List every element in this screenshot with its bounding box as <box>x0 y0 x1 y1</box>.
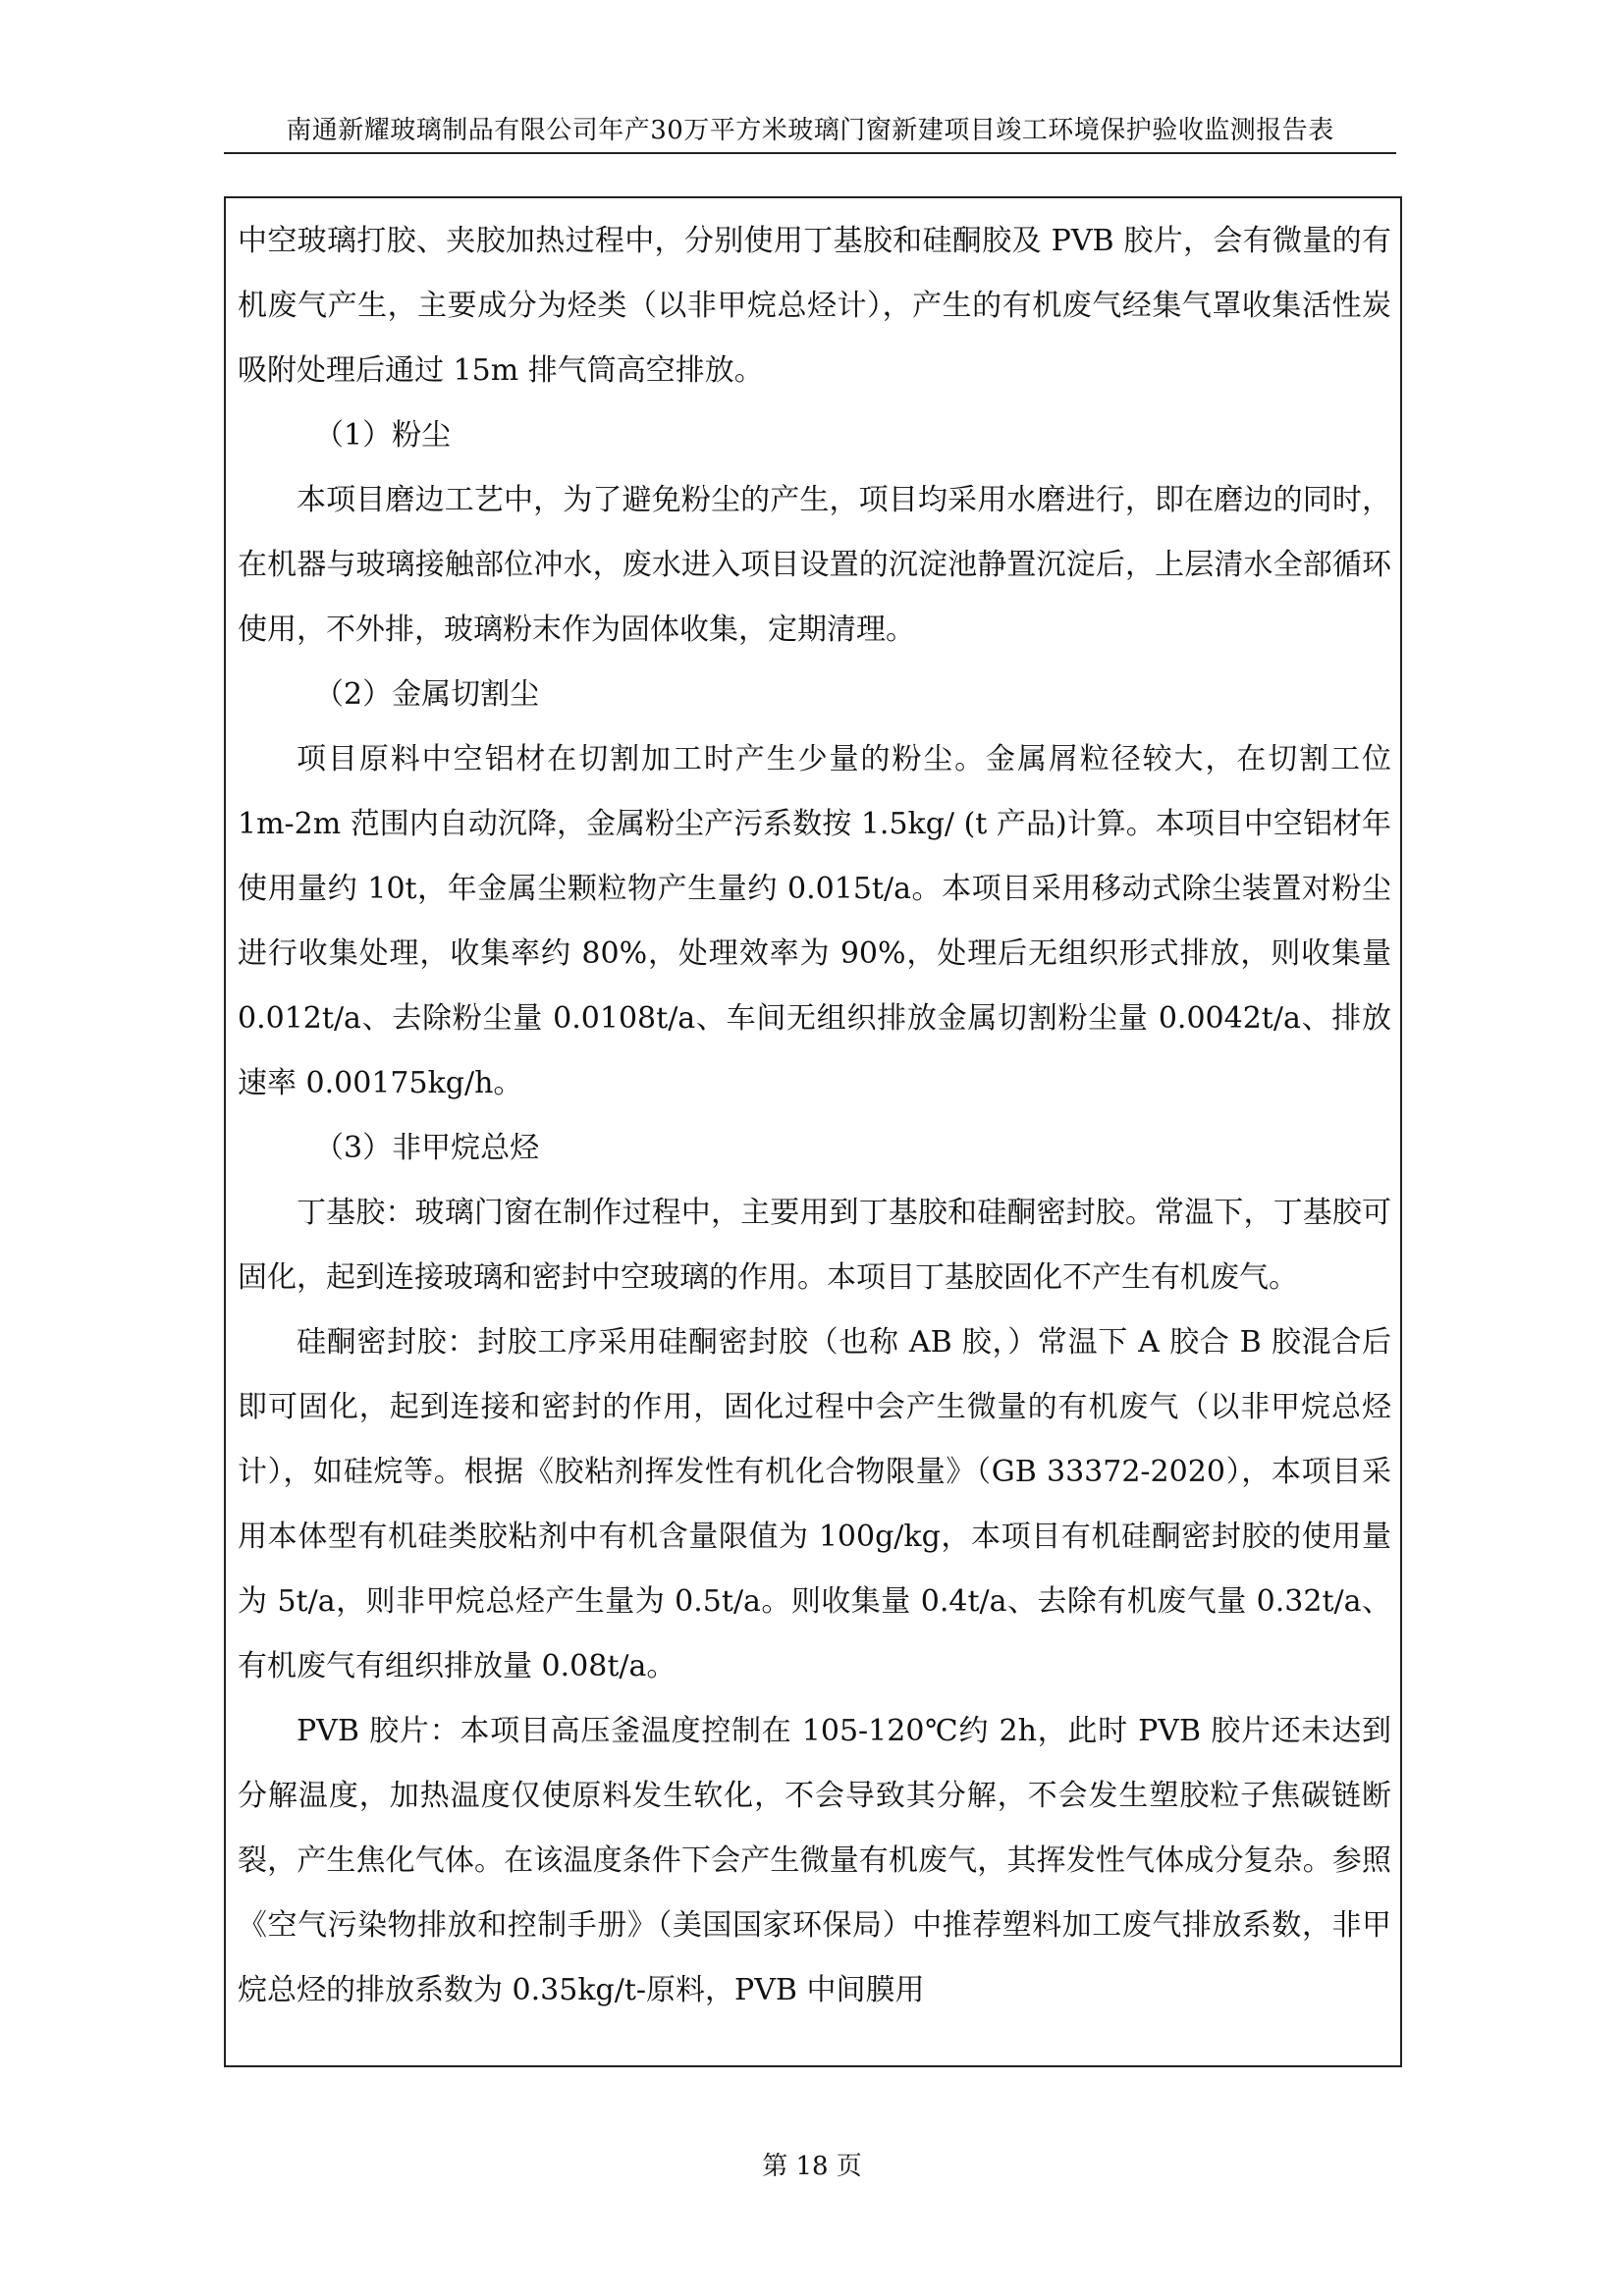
paragraph-dust: 本项目磨边工艺中，为了避免粉尘的产生，项目均采用水磨进行，即在磨边的同时，在机器与玻璃接触部位冲水，废水进入项目设置的沉淀池静置沉淀后，上层清水全部循环使用，不外排，玻璃粉末作为固体收集，定期清理。 <box>238 483 1391 647</box>
section-heading-metal-dust: （2）金属切割尘 <box>314 677 540 712</box>
paragraph-intro: 中空玻璃打胶、夹胶加热过程中，分别使用丁基胶和硅酮胶及 PVB 胶片，会有微量的有机废气产生，主要成分为烃类（以非甲烷总烃计），产生的有机废气经集气罩收集活性炭吸附处理后通过 15m 排气筒高空排放。 <box>238 224 1391 388</box>
section-heading-nmhc: （3）非甲烷总烃 <box>314 1131 540 1165</box>
report-body <box>238 209 1391 2023</box>
paragraph-butyl-glue: 丁基胶：玻璃门窗在制作过程中，主要用到丁基胶和硅酮密封胶。常温下，丁基胶可固化，起到连接玻璃和密封中空玻璃的作用。本项目丁基胶固化不产生有机废气。 <box>238 1196 1391 1295</box>
section-heading-dust: （1）粉尘 <box>314 418 452 453</box>
header-divider <box>224 152 1396 154</box>
report-header-title: 南通新耀玻璃制品有限公司年产30万平方米玻璃门窗新建项目竣工环境保护验收监测报告表 <box>286 116 1334 145</box>
page-number: 第 18 页 <box>762 2152 862 2181</box>
paragraph-metal-dust: 项目原料中空铝材在切割加工时产生少量的粉尘。金属屑粒径较大，在切割工位 1m-2m 范围内自动沉降，金属粉尘产污系数按 1.5kg/ (t 产品)计算。本项目中空铝材年使用量约 10t，年金属尘颗粒物产生量约 0.015t/a。本项目采用移动式除尘装置对粉尘进行收集处理，收集率约 80%，处理效率为 90%，处理后无组织形式排放，则收集量 0.012t/a、去除粉尘量 0.0108t/a、车间无组织排放金属切割粉尘量 0.0042t/a、排放速率 0.00175kg/h。 <box>238 742 1391 1100</box>
paragraph-silicone-sealant: 硅酮密封胶：封胶工序采用硅酮密封胶（也称 AB 胶，）常温下 A 胶合 B 胶混合后即可固化，起到连接和密封的作用，固化过程中会产生微量的有机废气（以非甲烷总烃计），如硅烷等。根据《胶粘剂挥发性有机化合物限量》（GB 33372-2020），本项目采用本体型有机硅类胶粘剂中有机含量限值为 100g/kg，本项目有机硅酮密封胶的使用量为 5t/a，则非甲烷总烃产生量为 0.5t/a。则收集量 0.4t/a、去除有机废气量 0.32t/a、有机废气有组织排放量 0.08t/a。 <box>238 1325 1391 1683</box>
paragraph-pvb-film: PVB 胶片：本项目高压釜温度控制在 105-120℃约 2h，此时 PVB 胶片还未达到分解温度，加热温度仅使原料发生软化，不会导致其分解，不会发生塑胶粒子焦碳链断裂，产生焦化气体。在该温度条件下会产生微量有机废气，其挥发性气体成分复杂。参照《空气污染物排放和控制手册》（美国国家环保局）中推荐塑料加工废气排放系数，非甲烷总烃的排放系数为 0.35kg/t-原料，PVB 中间膜用 <box>238 1714 1391 2007</box>
